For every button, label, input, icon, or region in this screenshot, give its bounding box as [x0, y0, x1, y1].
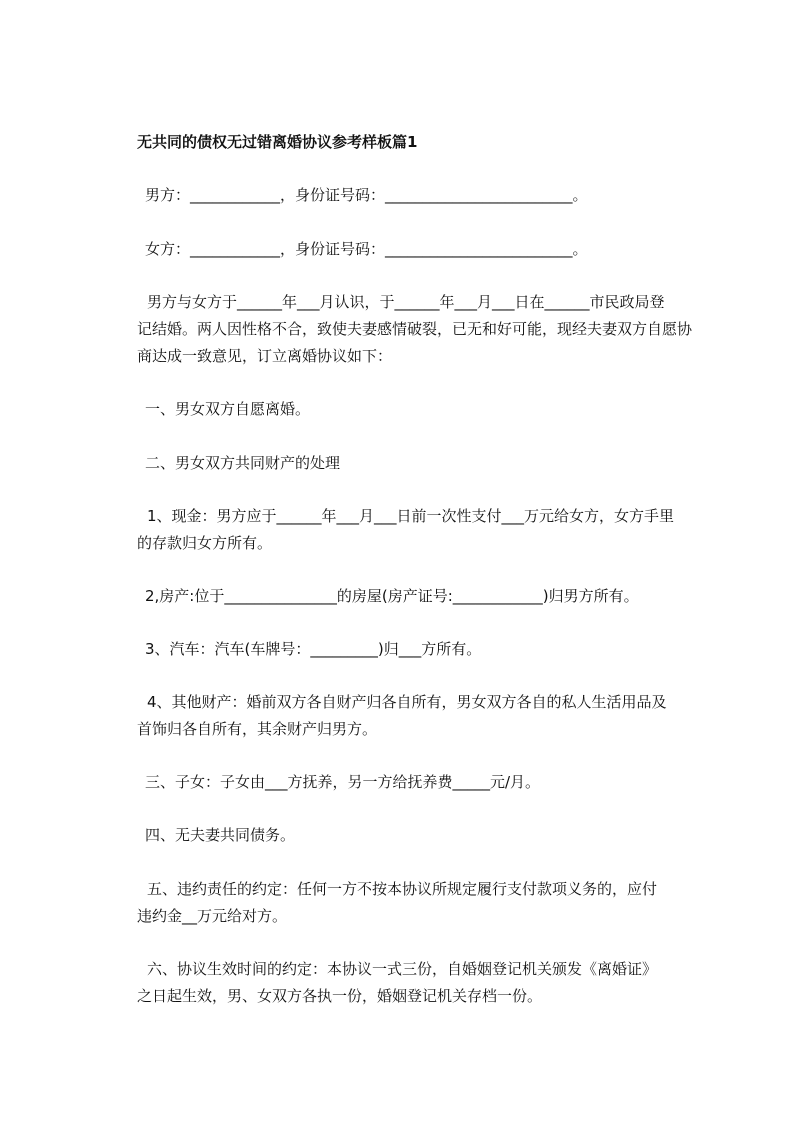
clause-3-children: 三、子女：子女由___方抚养，另一方给抚养费_____元/月。	[145, 773, 541, 791]
other-property-line-2: 首饰归各自所有，其余财产归男方。	[137, 720, 378, 738]
clause-6-line-2: 之日起生效，男、女双方各执一份，婚姻登记机关存档一份。	[137, 987, 543, 1005]
female-party-line: 女方：____________，身份证号码：_________________________。	[145, 240, 588, 258]
clause-2-heading: 二、男女双方共同财产的处理	[145, 454, 341, 472]
clause-5-line-1: 五、违约责任的约定：任何一方不按本协议所规定履行支付款项义务的，应付	[147, 880, 658, 898]
intro-paragraph-line-3: 商达成一致意见，订立离婚协议如下：	[137, 347, 393, 365]
house-item: 2,房产:位于_______________的房屋(房产证号:____________)归男方所有。	[145, 587, 639, 605]
car-item: 3、汽车：汽车(车牌号：_________)归___方所有。	[145, 640, 482, 658]
clause-1: 一、男女双方自愿离婚。	[145, 400, 311, 418]
cash-item-line-1: 1、现金：男方应于______年___月___日前一次性支付___万元给女方，女方手里	[147, 507, 675, 525]
clause-6-line-1: 六、协议生效时间的约定：本协议一式三份，自婚姻登记机关颁发《离婚证》	[147, 960, 658, 978]
cash-item-line-2: 的存款归女方所有。	[137, 534, 273, 552]
clause-4-debts: 四、无夫妻共同债务。	[145, 826, 296, 844]
male-party-line: 男方：____________，身份证号码：_________________________。	[145, 186, 588, 204]
intro-paragraph-line-1: 男方与女方于______年___月认识，于______年___月___日在______市民政局登	[147, 293, 665, 311]
clause-5-line-2: 违约金__万元给对方。	[137, 907, 288, 925]
other-property-line-1: 4、其他财产：婚前双方各自财产归各自所有，男女双方各自的私人生活用品及	[147, 693, 667, 711]
document-title: 无共同的债权无过错离婚协议参考样板篇1	[137, 133, 418, 151]
intro-paragraph-line-2: 记结婚。两人因性格不合，致使夫妻感情破裂，已无和好可能，现经夫妻双方自愿协	[137, 320, 693, 338]
